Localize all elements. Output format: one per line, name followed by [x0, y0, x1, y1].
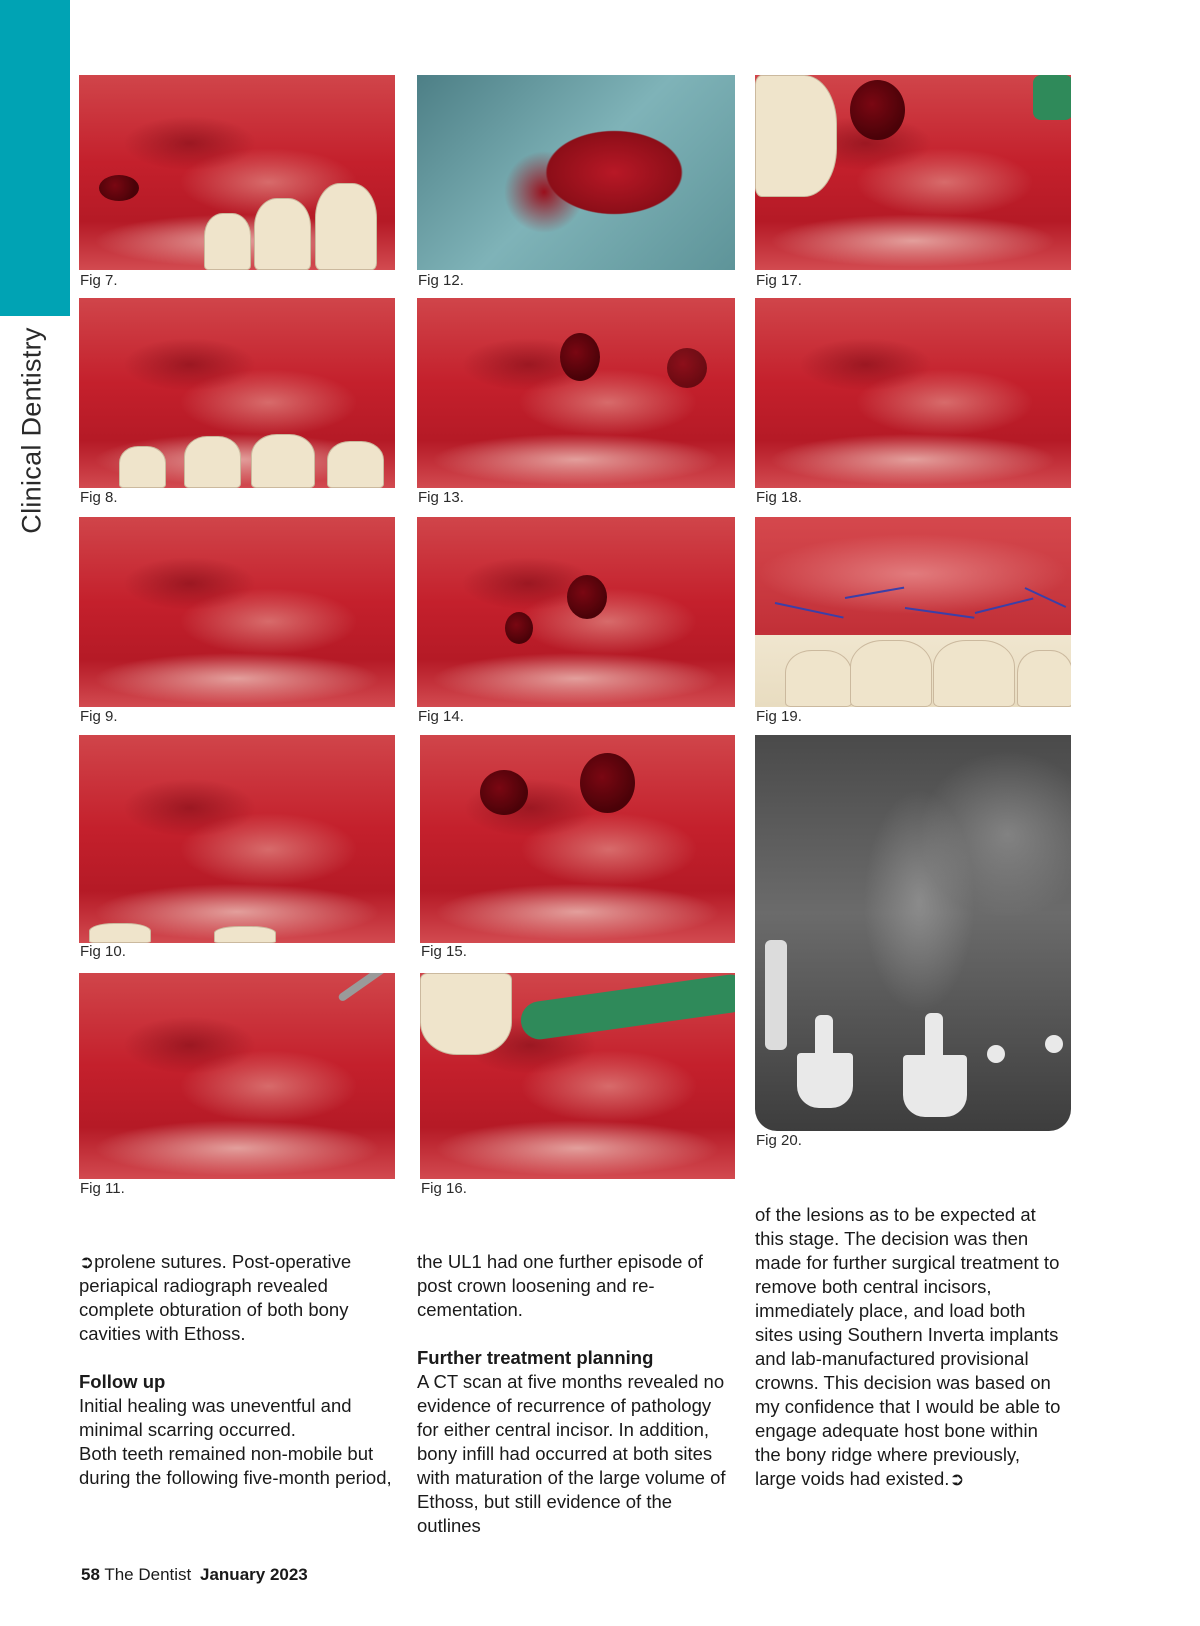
- figure-19: [755, 517, 1071, 728]
- figure-7: [79, 75, 395, 293]
- figure-8: [79, 298, 395, 510]
- figure-20-photo: [755, 735, 1071, 1131]
- article-paragraph: ➲prolene sutures. Post-operative periapical radiograph revealed complete obturation of both bony cavities with Ethoss.: [79, 1251, 352, 1344]
- figure-10-photo: [79, 735, 395, 943]
- continued-arrow-icon: ➲: [79, 1252, 95, 1272]
- figure-14-photo: [417, 517, 735, 707]
- figure-17-photo: [755, 75, 1071, 270]
- figure-13: [417, 298, 735, 510]
- article-column-2: [417, 1250, 737, 1538]
- figure-7-caption: Fig 7.: [80, 272, 118, 289]
- article-column-1: [79, 1250, 404, 1490]
- figure-8-caption: Fig 8.: [80, 489, 118, 506]
- figure-12-caption: Fig 12.: [418, 272, 464, 289]
- section-heading-further-treatment-planning: Further treatment planning: [417, 1347, 654, 1368]
- section-label-text: Clinical Dentistry: [16, 326, 47, 534]
- figure-19-photo: [755, 517, 1071, 707]
- figure-13-photo: [417, 298, 735, 488]
- article-paragraph: A CT scan at five months revealed no evidence of recurrence of pathology for either central incisor. In addition, bony infill had occurred at both sites with maturation of the large volume of Ethoss, but still evidence of the outlines: [417, 1371, 726, 1536]
- article-paragraph: the UL1 had one further episode of post crown loosening and re-cementation.: [417, 1251, 703, 1320]
- figure-19-caption: Fig 19.: [756, 708, 802, 725]
- page-number: 58: [81, 1565, 100, 1584]
- figure-15-photo: [420, 735, 735, 943]
- figure-9-caption: Fig 9.: [80, 708, 118, 725]
- article-column-3: [755, 1203, 1065, 1491]
- figure-12: [417, 75, 735, 293]
- publication-name: The Dentist: [104, 1565, 192, 1584]
- issue-date: January 2023: [200, 1565, 308, 1584]
- figure-20-caption: Fig 20.: [756, 1132, 802, 1149]
- figure-9-photo: [79, 517, 395, 707]
- figure-7-photo: [79, 75, 395, 270]
- section-label: [12, 326, 52, 534]
- figure-18: [755, 298, 1071, 510]
- section-color-tab: [0, 0, 70, 316]
- figure-18-caption: Fig 18.: [756, 489, 802, 506]
- figure-10-caption: Fig 10.: [80, 943, 126, 960]
- figure-15-caption: Fig 15.: [421, 943, 467, 960]
- figure-14: [417, 517, 735, 728]
- article-paragraph: of the lesions as to be expected at this stage. The decision was then made for further surgical treatment to remove both central incisors, immediately place, and load both sites using Southern Inverta implants and lab-manufactured provisional crowns. This decision was based on my confidence that I would be able to engage adequate host bone within the bony ridge where previously, large voids had existed.➲: [755, 1204, 1061, 1489]
- figure-10: [79, 735, 395, 965]
- continues-arrow-icon: ➲: [949, 1469, 965, 1489]
- figure-9: [79, 517, 395, 728]
- figure-11-caption: Fig 11.: [80, 1180, 125, 1197]
- figure-20: [755, 735, 1071, 1157]
- figure-18-photo: [755, 298, 1071, 488]
- figure-12-photo: [417, 75, 735, 270]
- article-paragraph: Both teeth remained non-mobile but during the following five-month period,: [79, 1443, 392, 1488]
- figure-15: [420, 735, 735, 965]
- figure-17: [755, 75, 1071, 293]
- figure-16: [420, 973, 735, 1201]
- figure-11-photo: [79, 973, 395, 1179]
- figure-8-photo: [79, 298, 395, 488]
- section-heading-follow-up: Follow up: [79, 1371, 166, 1392]
- figure-16-photo: [420, 973, 735, 1179]
- figure-11: [79, 973, 395, 1201]
- figure-17-caption: Fig 17.: [756, 272, 802, 289]
- article-paragraph: Initial healing was uneventful and minimal scarring occurred.: [79, 1395, 352, 1440]
- figure-16-caption: Fig 16.: [421, 1180, 467, 1197]
- page-footer: [81, 1565, 308, 1585]
- figure-14-caption: Fig 14.: [418, 708, 464, 725]
- figure-13-caption: Fig 13.: [418, 489, 464, 506]
